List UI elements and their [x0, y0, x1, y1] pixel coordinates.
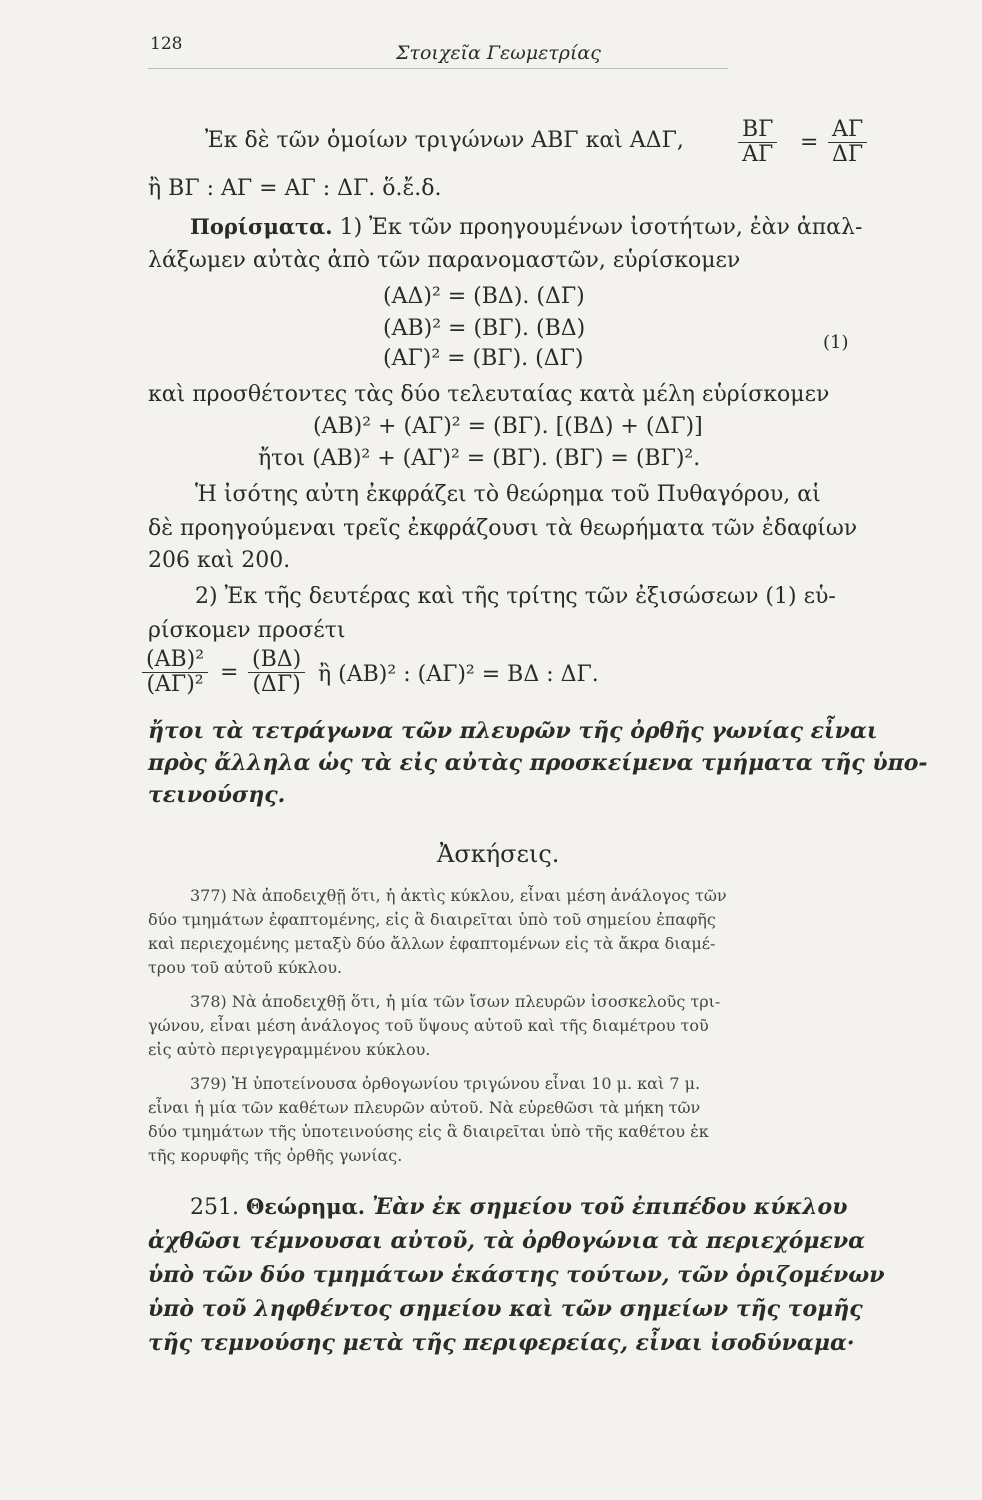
fraction-bg-ag	[738, 118, 777, 167]
corollary-2-line-1: 2) Ἐκ τῆς δευτέρας καὶ τῆς τρίτης τῶν ἐξισώσεων (1) εὑ-	[195, 584, 836, 609]
theorem-text-1: Ἐὰν ἐκ σημείου τοῦ ἐπιπέδου κύκλου	[372, 1194, 848, 1220]
equation-label: (1)	[823, 332, 849, 353]
theorem-number: 251.	[190, 1195, 239, 1220]
exercises-heading: Ἀσκήσεις.	[437, 840, 560, 868]
equals-sign: =	[800, 130, 819, 155]
corollary-1-line	[190, 214, 862, 241]
exercise-377-line-2: δύο τμημάτων ἐφαπτομένης, εἰς ἃ διαιρεῖται ὑπὸ τοῦ σημείου ἐπαφῆς	[148, 910, 716, 929]
italic-line-1: ἤτοι τὰ τετράγωνα τῶν πλευρῶν τῆς ὀρθῆς γωνίας εἶναι	[148, 718, 878, 744]
proof-line-2: ἢ ΒΓ : ΑΓ = ΑΓ : ΔΓ. ὅ.ἔ.δ.	[148, 176, 442, 201]
exercise-378-line-2: γώνου, εἶναι μέση ἀνάλογος τοῦ ὕψους αὐτοῦ καὶ τῆς διαμέτρου τοῦ	[148, 1016, 709, 1035]
fraction-numerator: ΒΓ	[738, 118, 777, 143]
exercise-378-line-3: εἰς αὐτὸ περιγεγραμμένου κύκλου.	[148, 1040, 431, 1059]
fraction-denominator: (ΔΓ)	[252, 672, 301, 697]
page-number: 128	[150, 34, 183, 54]
theorem-line-5: τῆς τεμνούσης μετὰ τῆς περιφερείας, εἶναι ἰσοδύναμα·	[148, 1330, 855, 1356]
exercise-379-line-2: εἶναι ἡ μία τῶν καθέτων πλευρῶν αὐτοῦ. Νὰ εὑρεθῶσι τὰ μήκη τῶν	[148, 1098, 701, 1117]
fraction-numerator: (ΒΔ)	[248, 648, 305, 673]
paragraph-line-3: 206 καὶ 200.	[148, 548, 291, 573]
corollary-1-intro: 1) Ἐκ τῶν προηγουμένων ἰσοτήτων, ἐὰν ἀπαλ-	[339, 215, 863, 240]
proof-line-1: Ἐκ δὲ τῶν ὁμοίων τριγώνων ΑΒΓ καὶ ΑΔΓ,	[205, 128, 684, 153]
fraction-ab-ag-squares	[142, 648, 208, 697]
header-rule	[148, 68, 728, 69]
exercise-379-line-4: τῆς κορυφῆς τῆς ὀρθῆς γωνίας.	[148, 1146, 403, 1165]
exercise-379-line-3: δύο τμημάτων τῆς ὑποτεινούσης εἰς ἃ διαιρεῖται ὑπὸ τῆς καθέτου ἐκ	[148, 1122, 709, 1141]
theorem-line-3: ὑπὸ τῶν δύο τμημάτων ἑκάστης τούτων, τῶν ὁριζομένων	[148, 1262, 885, 1288]
fraction-numerator: (ΑΒ)²	[146, 647, 205, 672]
theorem-line-1	[190, 1194, 848, 1221]
equation-4: (ΑΒ)² + (ΑΓ)² = (ΒΓ). [(ΒΔ) + (ΔΓ)]	[313, 414, 703, 439]
add-line: καὶ προσθέτοντες τὰς δύο τελευταίας κατὰ μέλη εὑρίσκομεν	[148, 382, 830, 407]
paragraph-line-1: Ἡ ἰσότης αὐτη ἐκφράζει τὸ θεώρημα τοῦ Πυθαγόρου, αἱ	[195, 482, 821, 507]
fraction-ag-dg	[828, 118, 867, 167]
exercise-377-line-1: 377) Νὰ ἀποδειχθῇ ὅτι, ἡ ἀκτὶς κύκλου, εἶναι μέση ἀνάλογος τῶν	[190, 886, 727, 905]
equals-sign: =	[220, 660, 239, 685]
exercise-379-line-1: 379) Ἡ ὑποτείνουσα ὀρθογωνίου τριγώνου εἶναι 10 μ. καὶ 7 μ.	[190, 1074, 701, 1093]
equation-2: (ΑΒ)² = (ΒΓ). (ΒΔ)	[383, 316, 586, 341]
corollary-1-intro-2: λάξωμεν αὐτὰς ἀπὸ τῶν παρανομαστῶν, εὑρίσκομεν	[148, 248, 741, 273]
fraction-denominator: (ΑΓ)²	[142, 672, 208, 697]
paragraph-line-2: δὲ προηγούμεναι τρεῖς ἐκφράζουσι τὰ θεωρήματα τῶν ἐδαφίων	[148, 516, 858, 541]
fraction-denominator: ΔΓ	[832, 142, 864, 167]
italic-line-3: τεινούσης.	[148, 782, 286, 808]
corollary-2-line-2: ρίσκομεν προσέτι	[148, 618, 346, 643]
exercise-378-line-1: 378) Νὰ ἀποδειχθῇ ὅτι, ἡ μία τῶν ἴσων πλευρῶν ἰσοσκελοῦς τρι-	[190, 992, 721, 1011]
corollaries-heading: Πορίσματα.	[190, 214, 333, 239]
theorem-label: Θεώρημα.	[245, 1194, 366, 1219]
equation-3: (ΑΓ)² = (ΒΓ). (ΔΓ)	[383, 346, 584, 371]
theorem-line-4: ὑπὸ τοῦ ληφθέντος σημείου καὶ τῶν σημείων τῆς τομῆς	[148, 1296, 863, 1322]
fraction-denominator: ΑΓ	[742, 142, 774, 167]
running-title: Στοιχεῖα Γεωμετρίας	[396, 42, 601, 64]
corollary-2-rest: ἢ (ΑΒ)² : (ΑΓ)² = ΒΔ : ΔΓ.	[318, 662, 599, 687]
equation-1: (ΑΔ)² = (ΒΔ). (ΔΓ)	[383, 284, 585, 309]
exercise-377-line-3: καὶ περιεχομένης μεταξὺ δύο ἄλλων ἐφαπτομένων εἰς τὰ ἄκρα διαμέ-	[148, 934, 716, 953]
fraction-numerator: ΑΓ	[828, 118, 867, 143]
theorem-line-2: ἀχθῶσι τέμνουσαι αὐτοῦ, τὰ ὀρθογώνια τὰ περιεχόμενα	[148, 1228, 866, 1254]
fraction-bd-dg	[248, 648, 305, 697]
italic-line-2: πρὸς ἄλληλα ὡς τὰ εἰς αὐτὰς προσκείμενα τμήματα τῆς ὑπο-	[148, 750, 928, 776]
equation-5: ἤτοι (ΑΒ)² + (ΑΓ)² = (ΒΓ). (ΒΓ) = (ΒΓ)².	[258, 446, 701, 471]
exercise-377-line-4: τρου τοῦ αὐτοῦ κύκλου.	[148, 958, 343, 977]
